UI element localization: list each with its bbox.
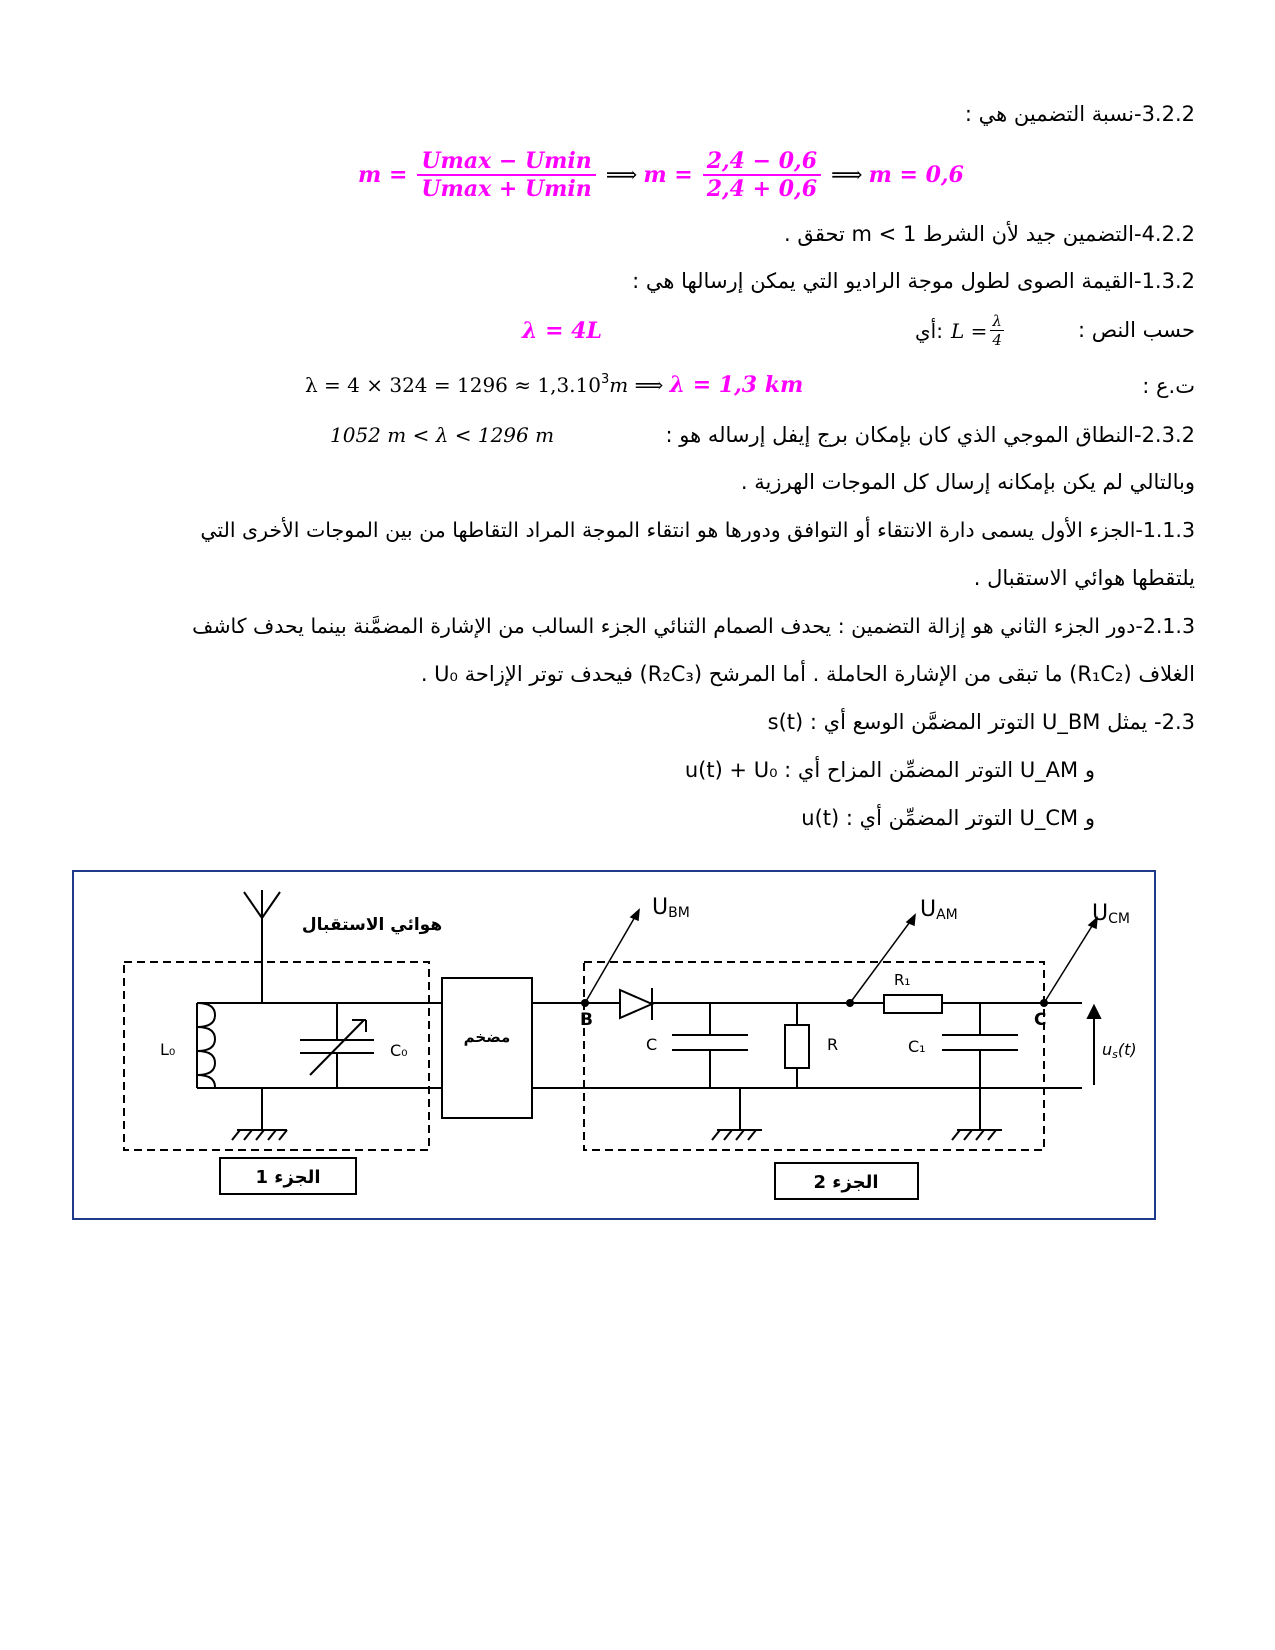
us-tail: (t) [1117, 1040, 1137, 1059]
label-us [1102, 1040, 1137, 1061]
q232-text: 2.3.2-النطاق الموجي الذي كان بإمكان برج إيفل إرساله هو : [665, 423, 1195, 447]
q422-line [784, 222, 1195, 246]
part1-label: الجزء 1 [255, 1167, 321, 1188]
te-label-line [1142, 374, 1195, 398]
label-r: R [827, 1035, 839, 1054]
q132-line [632, 269, 1195, 293]
te-exp: 3 [600, 372, 610, 387]
amplifier-block [442, 978, 532, 1118]
amplifier-label: مضخم [463, 1028, 511, 1046]
ubm-main: U [652, 895, 669, 920]
numeric-fraction [703, 148, 821, 202]
resistor-r1-icon [884, 995, 942, 1013]
label-c1: C₁ [908, 1037, 926, 1056]
label-c: C [646, 1035, 658, 1054]
formula-denominator: Umax + Umin [421, 176, 592, 202]
antenna-label: هوائي الاستقبال [301, 915, 443, 935]
q422-text: 4.2.2-التضمين جيد لأن الشرط m < 1 تحقق . [783, 222, 1195, 246]
m-symbol: m = [358, 162, 408, 188]
q213-text1: 2.1.3-دور الجزء الثاني هو إزالة التضمين : يحدف الصمام الثنائي الجزء السالب من الإشارة المضمَّنة بينما يحدف كاشف [192, 614, 1195, 638]
numeric-numerator: 2,4 − 0,6 [703, 148, 821, 176]
q322-text: 3.2.2-نسبة التضمين هي : [964, 102, 1195, 126]
label-c-node: C [1034, 1010, 1047, 1030]
m-symbol-2: m = [643, 162, 693, 188]
ucm-main: U [1092, 901, 1109, 926]
q23-text2: و U_AM التوتر المضمِّن المزاح أي : u(t) + U₀ [684, 758, 1095, 782]
formula-fraction [417, 148, 595, 202]
q213-line1 [192, 614, 1195, 638]
part2-label: الجزء 2 [813, 1172, 879, 1193]
q23-line2 [685, 758, 1095, 782]
label-l0: L₀ [160, 1040, 176, 1059]
te-formula-main: λ = 4 × 324 = 1296 ≈ 1,3.10 [305, 373, 601, 397]
q232-line [665, 423, 1195, 447]
q113-line1 [200, 518, 1195, 542]
modulation-ratio-equation [358, 148, 964, 202]
uam-main: U [920, 897, 937, 922]
te-result: λ = 1,3 km [669, 372, 804, 398]
ucm-sub: CM [1108, 911, 1130, 927]
us-sub: s [1112, 1048, 1118, 1061]
label-b: B [580, 1010, 593, 1030]
label-r1: R₁ [894, 971, 911, 989]
te-label: ت.ع : [1142, 374, 1195, 398]
implies-arrow-2: ⟹ [831, 162, 863, 188]
implies-arrow: ⟹ [605, 162, 638, 188]
q113-text1: 1.1.3-الجزء الأول يسمى دارة الانتقاء أو التوافق ودورها هو انتقاء الموجة المراد التقاطها من بين الموجات الأخرى التي [200, 518, 1195, 542]
q23-line3 [801, 806, 1095, 830]
q23-text1: 2.3- يمثل U_BM التوتر المضمَّن الوسع أي : s(t) [767, 710, 1195, 734]
lambda-over-4 [990, 312, 1004, 349]
q322-line [965, 102, 1195, 126]
q113-line2 [974, 566, 1195, 590]
q213-text2: الغلاف (R₁C₂) ما تبقى من الإشارة الحاملة . أما المرشح (R₂C₃) فيحدف توتر الإزاحة U₀ . [420, 662, 1195, 686]
text-line [1078, 318, 1195, 342]
q23-text3: و U_CM التوتر المضمِّن أي : u(t) [801, 806, 1095, 830]
q232-formula: 1052 m < λ < 1296 m [330, 423, 555, 447]
q232b-text: وبالتالي لم يكن بإمكانه إرسال كل الموجات الهرزية . [740, 470, 1195, 494]
te-formula [305, 372, 803, 398]
lambda-numerator: λ [992, 312, 1002, 330]
q132-text: 1.3.2-القيمة الصوى لطول موجة الراديو التي يمكن إرسالها هي : [632, 269, 1195, 293]
text-label: حسب النص : [1077, 318, 1195, 342]
q113-text2: يلتقطها هوائي الاستقبال . [973, 566, 1195, 590]
relation-left: L = [950, 318, 988, 343]
wavelength-relation [915, 312, 1007, 349]
label-c0: C₀ [390, 1041, 408, 1060]
lambda-4L: λ = 4L [522, 318, 602, 344]
q232b-line [741, 470, 1195, 494]
numeric-denominator: 2,4 + 0,6 [706, 176, 818, 202]
relation-ay: أي: [915, 318, 943, 343]
m-result: m = 0,6 [868, 162, 964, 188]
formula-numerator: Umax − Umin [417, 148, 595, 176]
ubm-sub: BM [668, 905, 690, 921]
q213-line2 [421, 662, 1195, 686]
uam-sub: AM [936, 907, 958, 923]
te-formula-tail: m ⟹ [609, 373, 664, 397]
us-main: u [1102, 1040, 1113, 1059]
lambda-denominator: 4 [992, 331, 1002, 349]
receiver-circuit-diagram [72, 870, 1156, 1220]
resistor-r-icon [785, 1025, 809, 1068]
q23-line1 [768, 710, 1195, 734]
